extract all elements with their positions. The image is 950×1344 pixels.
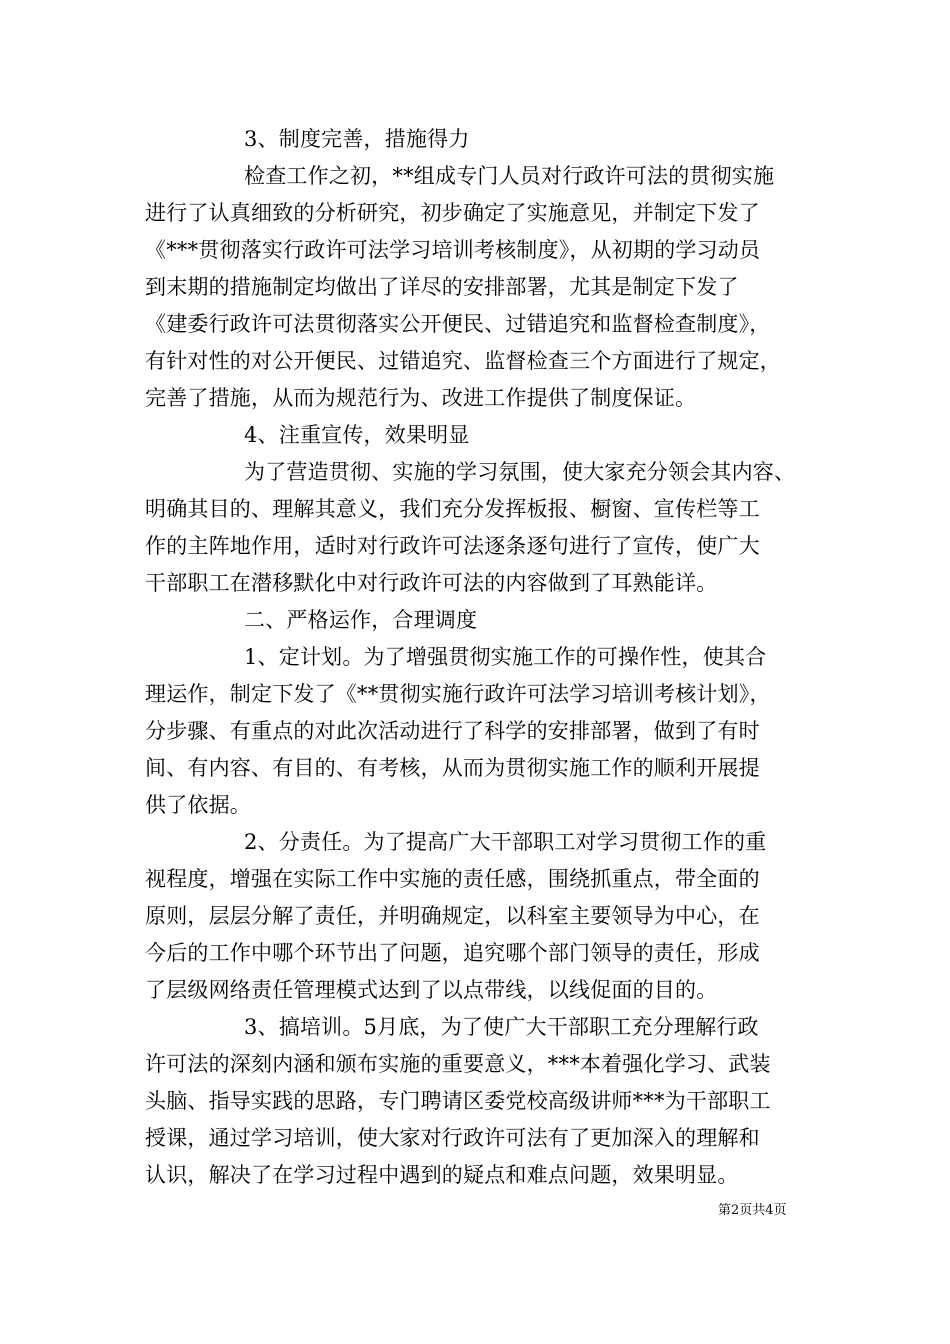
paragraph-line: 头脑、指导实践的思路，专门聘请区委党校高级讲师***为干部职工	[145, 1089, 771, 1113]
paragraph-line: 作的主阵地作用，适时对行政许可法逐条逐句进行了宣传，使广大	[145, 534, 760, 558]
paragraph-line: 许可法的深刻内涵和颁布实施的重要意义，***本着强化学习、武装	[145, 1052, 771, 1076]
paragraph-line: 原则，层层分解了责任，并明确规定，以科室主要领导为中心，在	[145, 904, 760, 928]
paragraph-line: 进行了认真细致的分析研究，初步确定了实施意见，并制定下发了	[145, 201, 760, 225]
paragraph-line: 今后的工作中哪个环节出了问题，追究哪个部门领导的责任，形成	[145, 941, 760, 965]
section-heading: 二、严格运作，合理调度	[244, 608, 478, 632]
paragraph-line: 供了依据。	[145, 793, 251, 817]
paragraph-line: 理运作，制定下发了《**贯彻实施行政许可法学习培训考核计划》，	[145, 682, 771, 706]
paragraph-line: 到末期的措施制定均做出了详尽的安排部署，尤其是制定下发了	[145, 275, 739, 299]
paragraph-line: 明确其目的、理解其意义，我们充分发挥板报、橱窗、宣传栏等工	[145, 497, 760, 521]
paragraph-line: 3、搞培训。5月底，为了使广大干部职工充分理解行政	[244, 1015, 759, 1039]
paragraph-line: 1、定计划。为了增强贯彻实施工作的可操作性，使其合	[244, 645, 767, 669]
paragraph-line: 《建委行政许可法贯彻落实公开便民、过错追究和监督检查制度》，	[145, 312, 771, 336]
paragraph-line: 间、有内容、有目的、有考核，从而为贯彻实施工作的顺利开展提	[145, 756, 760, 780]
paragraph-line: 视程度，增强在实际工作中实施的责任感，围绕抓重点，带全面的	[145, 867, 760, 891]
paragraph-line: 2、分责任。为了提高广大干部职工对学习贯彻工作的重	[244, 830, 767, 854]
paragraph-line: 为了营造贯彻、实施的学习氛围，使大家充分领会其内容、	[244, 460, 796, 484]
paragraph-line: 《***贯彻落实行政许可法学习培训考核制度》，从初期的学习动员	[145, 238, 761, 262]
section-heading: 4、注重宣传，效果明显	[244, 423, 470, 447]
paragraph-line: 分步骤、有重点的对此次活动进行了科学的安排部署，做到了有时	[145, 719, 760, 743]
paragraph-line: 授课，通过学习培训，使大家对行政许可法有了更加深入的理解和	[145, 1126, 760, 1150]
paragraph-line: 认识，解决了在学习过程中遇到的疑点和难点问题，效果明显。	[145, 1163, 739, 1187]
section-heading: 3、制度完善，措施得力	[244, 127, 470, 151]
page-number: 第2页共4页	[718, 1203, 787, 1218]
paragraph-line: 检查工作之初，**组成专门人员对行政许可法的贯彻实施	[244, 164, 775, 188]
paragraph-line: 了层级网络责任管理模式达到了以点带线，以线促面的目的。	[145, 978, 718, 1002]
paragraph-line: 完善了措施，从而为规范行为、改进工作提供了制度保证。	[145, 386, 697, 410]
paragraph-line: 干部职工在潜移默化中对行政许可法的内容做到了耳熟能详。	[145, 571, 718, 595]
paragraph-line: 有针对性的对公开便民、过错追究、监督检查三个方面进行了规定，	[145, 349, 781, 373]
